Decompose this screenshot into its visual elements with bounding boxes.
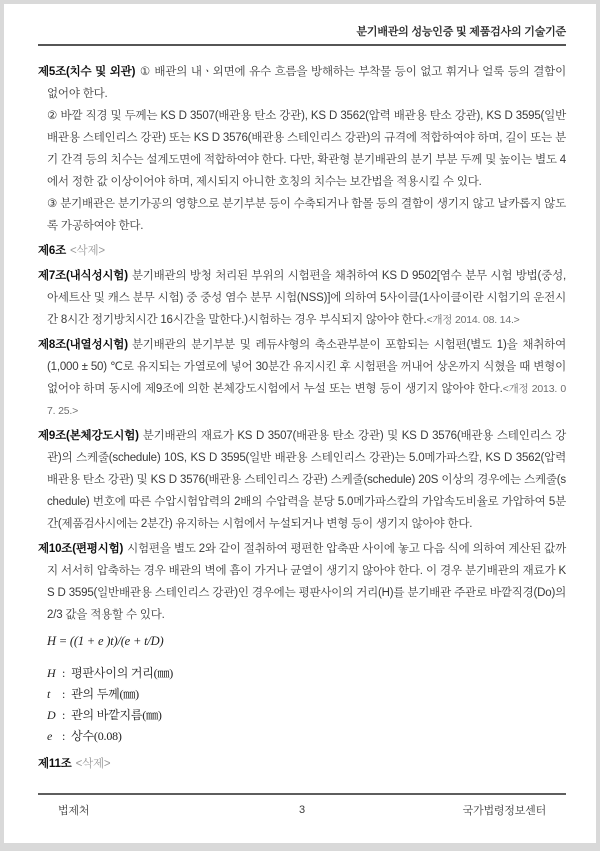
- article-10-body: 시험편을 별도 2와 같이 절취하여 평편한 압축판 사이에 놓고 다음 식에 의하여 계산된 값까지 서서히 압축하는 경우 배관의 벽에 흠이 가거나 균열이 생기지 않아야 한다. 이 경우 분기배관의 재료가 KS D 3595(일반배관용 스테인리스 강관)인 경우에는 평판사이의 거리(H)를 분기배관 주관로 바깥직경(Do)의 2/3 값을 적용할 수 있다.: [47, 543, 566, 621]
- definition-e-separator: :: [62, 729, 66, 743]
- document-page: [4, 4, 596, 843]
- footer-agency: 법제처: [58, 805, 90, 817]
- article-6: [38, 240, 566, 262]
- document-body: [38, 61, 566, 775]
- header-rule: [38, 44, 566, 46]
- definition-D-symbol: D: [47, 708, 56, 722]
- footer-row: [38, 802, 566, 818]
- article-5-clause-1: [38, 61, 567, 105]
- definition-e-description: 상수(0.08): [71, 729, 122, 743]
- formula-expression: H = ((1 + e )t)/(e + t/D): [47, 634, 164, 648]
- article-6-deleted-note: <삭제>: [70, 245, 105, 257]
- article-7-line: [38, 265, 566, 331]
- article-5-clause-3: [47, 193, 566, 237]
- article-8-amendment-note: <개정 2013. 07. 25.>: [47, 383, 566, 417]
- definition-H-symbol: H: [47, 666, 56, 680]
- definition-H: [47, 663, 566, 684]
- article-8-heading: 제8조(내열성시험): [38, 339, 128, 351]
- definition-t-description: 관의 두께(㎜): [71, 687, 139, 701]
- formula-definitions: [47, 663, 566, 747]
- page-number: 3: [299, 804, 305, 816]
- article-11-line: [38, 753, 566, 775]
- definition-e: [47, 726, 566, 747]
- definition-H-description: 평판사이의 거리(㎜): [71, 666, 174, 680]
- article-5-clause-2: [47, 105, 566, 193]
- definition-D-description: 관의 바깥지름(㎜): [71, 708, 162, 722]
- footer-rule: [38, 793, 566, 795]
- article-7-body: 분기배관의 방청 처리된 부위의 시험편을 채취하여 KS D 9502[염수 분무 시험 방법(중성, 아세트산 및 캐스 분무 시험) 중 중성 염수 분무 시험(NSS)]에 의하여 5사이클(1사이클이란 시험기의 운전시간 8시간 정기방치시간 16시간을 말한다.)시험하는 경우 부식되지 않아야 한다.: [47, 270, 566, 326]
- article-9-line: [38, 425, 566, 535]
- article-11-deleted-note: <삭제>: [75, 758, 111, 770]
- article-6-line: [38, 240, 566, 262]
- footer-source: 국가법령정보센터: [462, 805, 547, 817]
- article-5-clause-3-text: ③ 분기배관은 분기가공의 영향으로 분기부분 등이 수축되거나 함몰 등의 결함이 생기지 않고 날카롭지 않도록 가공하여야 한다.: [47, 198, 566, 232]
- definition-t: [47, 684, 566, 705]
- flattening-formula: [47, 630, 566, 652]
- article-11: [38, 753, 566, 775]
- article-8-line: [38, 334, 566, 422]
- definition-t-separator: :: [62, 687, 66, 701]
- article-5-clause-1-text: ① 배관의 내ㆍ외면에 유수 흐름을 방해하는 부착물 등이 없고 휘거나 얼룩 등의 결함이 없어야 한다.: [47, 66, 567, 100]
- article-9: [38, 425, 566, 535]
- article-5-clause-2-text: ② 바깥 직경 및 두께는 KS D 3507(배관용 탄소 강관), KS D 3562(압력 배관용 탄소 강관), KS D 3595(일반 배관용 스테인리스 강관) 또는 KS D 3576(배관용 스테인리스 강관)의 규격에 적합하여야 하며, 길이 또는 분기 간격 등의 치수는 설계도면에 적합하여야 한다. 다만, 확관형 분기배관의 분기 부분 두께 및 높이는 별도 4에서 정한 값 이상이어야 하며, 제시되지 아니한 호칭의 치수는 보간법을 적용시킬 수 있다.: [47, 110, 566, 188]
- article-9-heading: 제9조(본체강도시험): [38, 430, 139, 442]
- article-5-heading: 제5조(치수 및 외관): [38, 66, 136, 78]
- article-9-body: 분기배관의 재료가 KS D 3507(배관용 탄소 강관) 및 KS D 3576(배관용 스테인리스 강관)의 스케줄(schedule) 10S, KS D 3595(일반 배관용 스테인리스 강관)는 5.0메가파스칼, KS D 3562(압력 배관용 탄소 강관) 및 KS D 3576(배관용 스테인리스 강관) 스케줄(schedule) 20S 이상의 경우에는 스케줄(schedule) 번호에 따른 수압시험압력의 2배의 수압력을 분당 5.0메가파스칼의 가압속도비율로 가압하여 5분간(제품검사시에는 2분간) 유지하는 시험에서 누설되거나 변형 등이 생기지 않아야 한다.: [47, 430, 566, 530]
- article-8: [38, 334, 566, 422]
- article-5: [38, 61, 566, 237]
- article-7-amendment-note: <개정 2014. 08. 14.>: [426, 314, 520, 326]
- article-10-line: [38, 538, 566, 626]
- article-11-heading: 제11조: [38, 758, 72, 770]
- document-title: 분기배관의 성능인증 및 제품검사의 기술기준: [356, 26, 566, 38]
- definition-D: [47, 705, 566, 726]
- definition-e-symbol: e: [47, 729, 53, 743]
- article-8-body: 분기배관의 분기부분 및 레듀샤형의 축소관부분이 포함되는 시험편(별도 1)을 채취하여 (1,000 ± 50) ℃로 유지되는 가열로에 넣어 30분간 유지시킨 후 시험편을 꺼내어 상온까지 식혔을 때 변형이 없어야 하며 동시에 제9조에 의한 본체강도시험에서 누설 또는 변형 등이 생기지 않아야 한다.: [47, 339, 566, 395]
- definition-t-symbol: t: [47, 687, 51, 701]
- article-10-heading: 제10조(편평시험): [38, 543, 124, 555]
- article-7-heading: 제7조(내식성시험): [38, 270, 128, 282]
- page-footer: [38, 793, 566, 818]
- article-7: [38, 265, 566, 331]
- article-10: [38, 538, 566, 626]
- definition-D-separator: :: [62, 708, 66, 722]
- article-6-heading: 제6조: [38, 245, 67, 257]
- definition-H-separator: :: [62, 666, 66, 680]
